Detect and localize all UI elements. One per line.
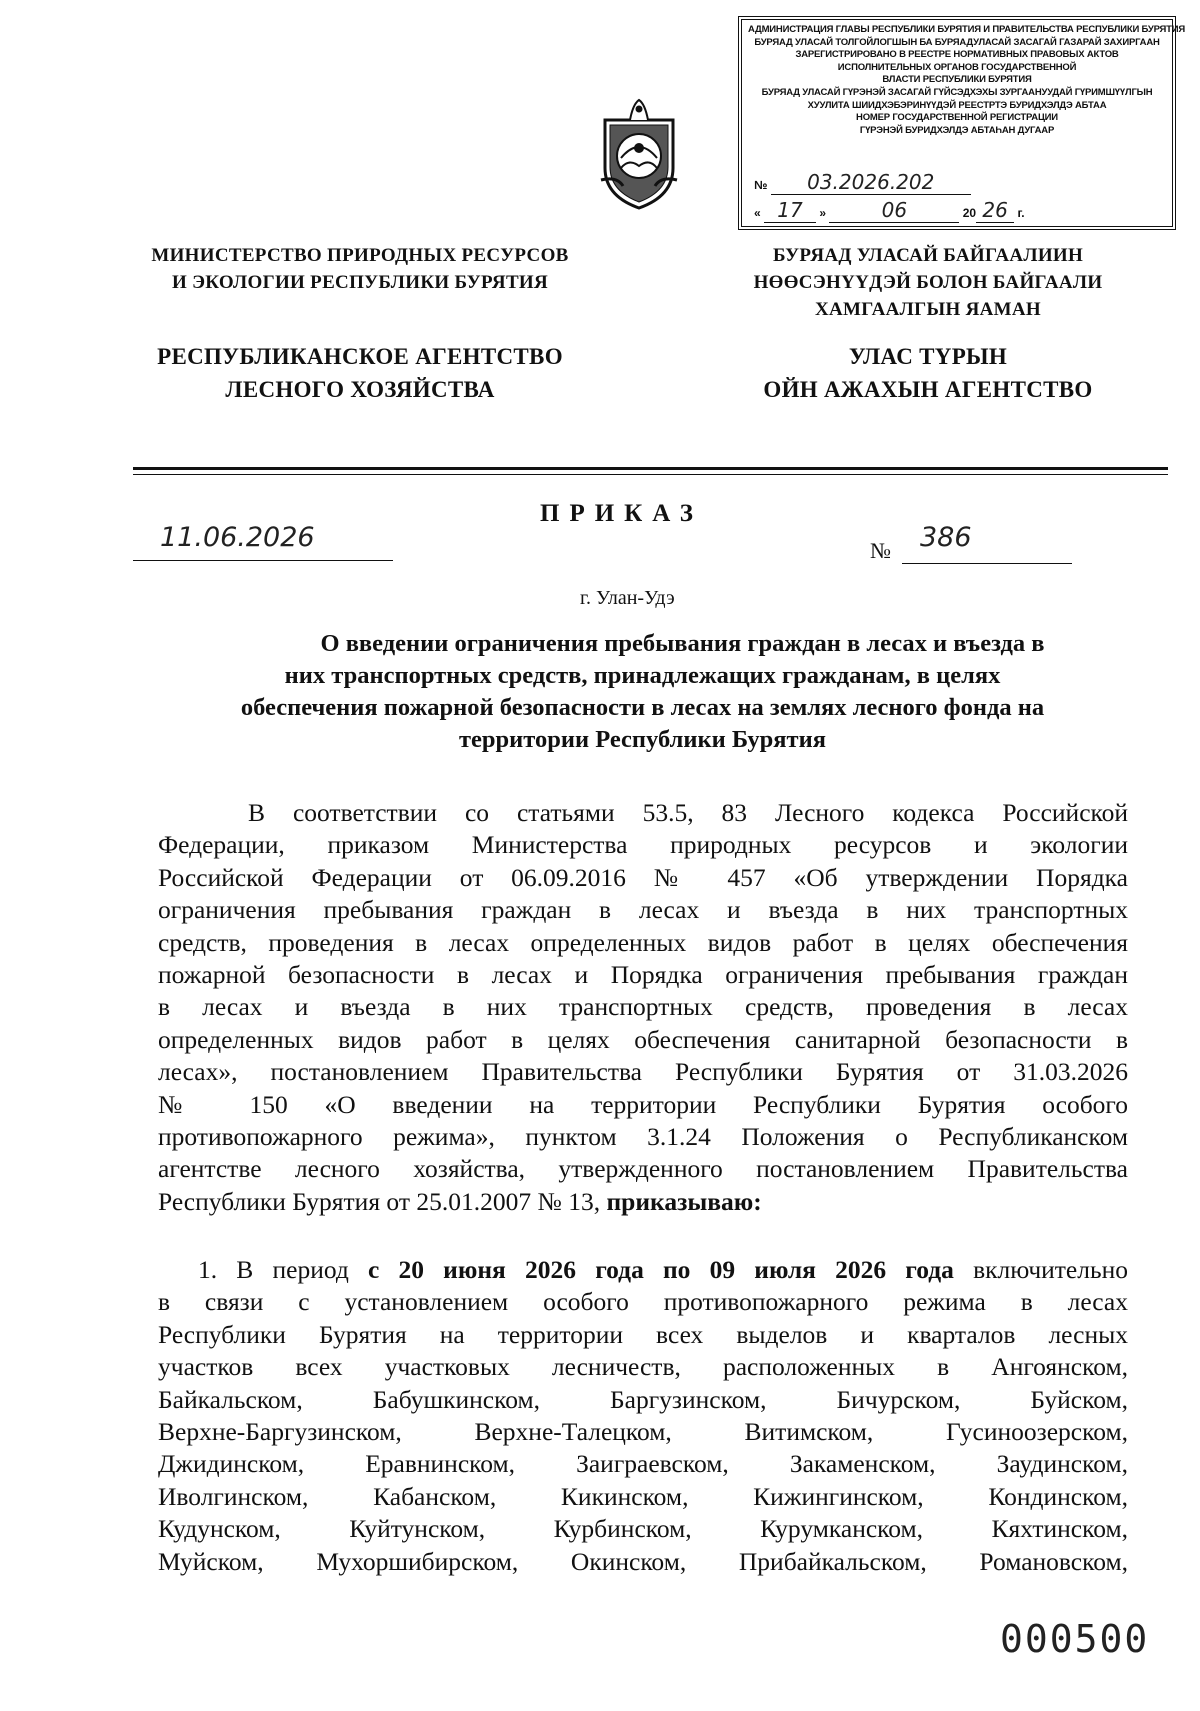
- header-line: БУРЯАД УЛАСАЙ БАЙГААЛИИН: [772, 245, 1084, 266]
- stamp-date-quote: «: [754, 206, 761, 220]
- stamp-line: БУРЯАД УЛАСАЙ ГҮРЭНЭЙ ЗАСАГАЙ ГҮЙСЭДХЭХЫ ЗУРГААНУУДАЙ ГҮРИМШҮҮЛГЫН: [761, 86, 1153, 98]
- paragraph-line: лесах», постановлением Правительства Республики Бурятия от 31.03.2026: [158, 1057, 1128, 1087]
- point-1-paragraph: [158, 1254, 1128, 1578]
- stamp-date-day: 17: [764, 198, 816, 223]
- stamp-number-label: №: [754, 178, 768, 192]
- point-number: 1. В период: [198, 1255, 369, 1284]
- stamp-line: ВЛАСТИ РЕСПУБЛИКИ БУРЯТИЯ: [882, 74, 1032, 86]
- document-title: [150, 628, 1135, 756]
- header-line: ОЙН АЖАХЫН АГЕНТСТВО: [763, 377, 1093, 402]
- order-number-label: №: [870, 538, 891, 563]
- registration-stamp: [738, 16, 1186, 230]
- stamp-date-year-label: г.: [1017, 206, 1025, 220]
- stamp-date-year-suffix: 26: [976, 198, 1014, 223]
- order-date-underline: [133, 560, 393, 561]
- order-number-underline: [902, 563, 1072, 564]
- stamp-line: ГҮРЭНЭЙ БУРИДХЭЛДЭ АБТАҺАН ДУГААР: [859, 124, 1055, 136]
- stamp-line: БУРЯАД УЛАСАЙ ТОЛГОЙЛОГШЫН БА БУРЯАДУЛАСАЙ ЗАСАГАЙ ГАЗАРАЙ ЗАХИРГААН: [754, 36, 1160, 48]
- paragraph-line: Федерации, приказом Министерства природных ресурсов и экологии: [158, 830, 1128, 860]
- document-title-line: обеспечения пожарной безопасности в лесах на землях лесного фонда на: [240, 694, 1045, 721]
- header-divider: [133, 474, 1168, 475]
- order-date: 11.06.2026: [160, 522, 315, 553]
- coat-of-arms-emblem: [597, 96, 681, 210]
- header-agency-ru: [130, 340, 590, 406]
- header-ministry-ru: [130, 242, 590, 296]
- header-line: МИНИСТЕРСТВО ПРИРОДНЫХ РЕСУРСОВ: [151, 245, 569, 266]
- stamp-registration-number: [754, 170, 971, 195]
- paragraph-line: Джидинском, Еравнинском, Заиграевском, Закаменском, Заудинском,: [158, 1449, 1128, 1479]
- header-line: ХАМГААЛГЫН ЯАМАН: [815, 299, 1041, 320]
- paragraph-line: № 150 «О введении на территории Республики Бурятия особого: [158, 1089, 1128, 1119]
- paragraph-line: Верхне-Баргузинском, Верхне-Талецком, Витимском, Гусиноозерском,: [158, 1417, 1128, 1447]
- paragraph-line: в связи с установлением особого противопожарного режима в лесах: [158, 1287, 1128, 1317]
- stamp-line: ХУУЛИТА ШИИДХЭБЭРИНҮҮДЭЙ РЕЕСТРТЭ БУРИДХЭЛДЭ АБТАА: [807, 99, 1107, 111]
- header-ministry-bua: [728, 242, 1128, 323]
- paragraph-line: ограничения пребывания граждан в лесах и въезда в них транспортных: [158, 895, 1128, 925]
- paragraph-line: Российской Федерации от 06.09.2016 № 457 «Об утверждении Порядка: [158, 862, 1128, 892]
- stamp-line: НОМЕР ГОСУДАРСТВЕННОЙ РЕГИСТРАЦИИ: [856, 112, 1058, 124]
- document-title-line: О введении ограничения пребывания граждан в лесах и въезда в: [320, 630, 1045, 657]
- paragraph-line: Муйском, Мухоршибирском, Окинском, Прибайкальском, Романовском,: [158, 1546, 1128, 1576]
- paragraph-line: участков всех участковых лесничеств, расположенных в Ангоянском,: [158, 1352, 1128, 1382]
- header-agency-bua: [728, 340, 1128, 406]
- order-city: г. Улан-Удэ: [580, 587, 675, 609]
- paragraph-line: В соответствии со статьями 53.5, 83 Лесного кодекса Российской: [248, 798, 1128, 827]
- paragraph-line: [158, 1254, 1128, 1286]
- paragraph-line: Кудунском, Куйтунском, Курбинском, Курумканском, Кяхтинском,: [158, 1514, 1128, 1544]
- paragraph-line: средств, проведения в лесах определенных видов работ в целях обеспечения: [158, 927, 1128, 957]
- header-line: УЛАС ТҮРЫН: [848, 344, 1008, 369]
- paragraph-line: Иволгинском, Кабанском, Кикинском, Кижингинском, Кондинском,: [158, 1481, 1128, 1511]
- paragraph-line: Байкальском, Бабушкинском, Баргузинском, Бичурском, Буйском,: [158, 1384, 1128, 1414]
- paragraph-text: Республики Бурятия от 25.01.2007 № 13,: [158, 1186, 607, 1216]
- order-number: 386: [920, 522, 972, 553]
- document-title-line: территории Республики Бурятия: [459, 726, 826, 753]
- stamp-date-year-prefix: 20: [962, 206, 977, 220]
- header-line: НӨӨСЭНҮҮДЭЙ БОЛОН БАЙГААЛИ: [753, 272, 1103, 293]
- paragraph-line: [158, 1186, 1128, 1218]
- stamp-registration-date: [754, 198, 1025, 223]
- paragraph-line: определенных видов работ в целях обеспечения санитарной безопасности в: [158, 1024, 1128, 1054]
- order-directive-word: приказываю:: [606, 1186, 762, 1216]
- stamp-line: АДМИНИСТРАЦИЯ ГЛАВЫ РЕСПУБЛИКИ БУРЯТИЯ И ПРАВИТЕЛЬСТВА РЕСПУБЛИКИ БУРЯТИЯ: [748, 24, 1186, 35]
- restriction-period: с 20 июня 2026 года по 09 июля 2026 года: [368, 1255, 954, 1284]
- paragraph-line: агентстве лесного хозяйства, утвержденного постановлением Правительства: [158, 1154, 1128, 1184]
- paragraph-line: Республики Бурятия на территории всех выделов и кварталов лесных: [158, 1319, 1128, 1349]
- intro-paragraph: [158, 797, 1128, 1218]
- order-title: ПРИКАЗ: [540, 500, 703, 527]
- page-number: 000500: [1000, 1617, 1150, 1661]
- stamp-number-value: 03.2026.202: [771, 170, 971, 195]
- header-line: РЕСПУБЛИКАНСКОЕ АГЕНТСТВО: [157, 344, 563, 369]
- paragraph-text: включительно: [953, 1255, 1129, 1284]
- header-divider: [133, 467, 1168, 470]
- header-line: ЛЕСНОГО ХОЗЯЙСТВА: [225, 377, 495, 402]
- stamp-date-quote: »: [819, 206, 827, 220]
- stamp-line: ЗАРЕГИСТРИРОВАНО В РЕЕСТРЕ НОРМАТИВНЫХ ПРАВОВЫХ АКТОВ: [795, 49, 1119, 61]
- document-title-line: них транспортных средств, принадлежащих гражданам, в целях: [284, 662, 1001, 689]
- stamp-date-month: 06: [829, 198, 959, 223]
- paragraph-line: в лесах и въезда в них транспортных средств, проведения в лесах: [158, 992, 1128, 1022]
- paragraph-line: противопожарного режима», пунктом 3.1.24 Положения о Республиканском: [158, 1122, 1128, 1152]
- header-line: И ЭКОЛОГИИ РЕСПУБЛИКИ БУРЯТИЯ: [171, 272, 549, 293]
- stamp-line: ИСПОЛНИТЕЛЬНЫХ ОРГАНОВ ГОСУДАРСТВЕННОЙ: [837, 61, 1077, 73]
- paragraph-line: пожарной безопасности в лесах и Порядка ограничения пребывания граждан: [158, 960, 1128, 990]
